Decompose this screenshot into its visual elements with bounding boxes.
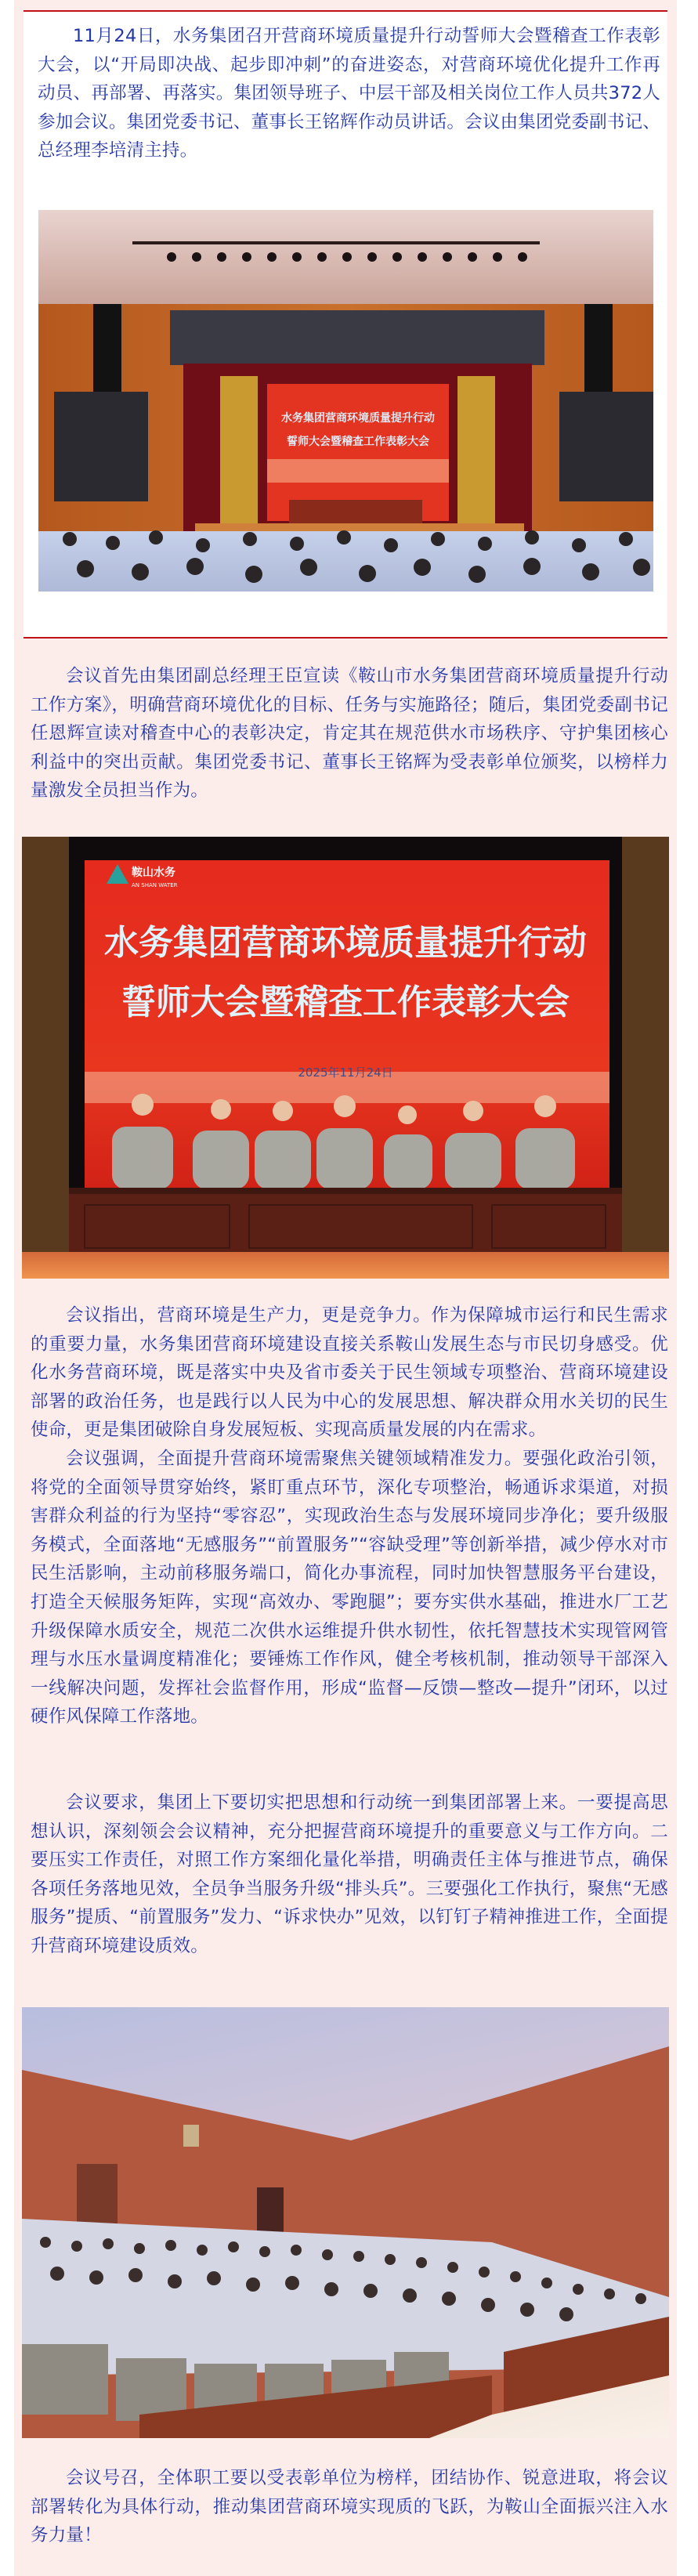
- banner-line1: 水务集团营商环境质量提升行动: [104, 923, 587, 963]
- paragraph-call-to-action: 会议号召，全体职工要以受表彰单位为榜样，团结协作、锐意进取，将会议部署转化为具体行动，推动集团营商环境实现质的飞跃，为鞍山全面振兴注入水务力量！: [31, 2468, 668, 2546]
- logo-cn: 鞍山水务: [132, 867, 175, 879]
- banner-line2: 誓师大会暨稽查工作表彰大会: [121, 982, 570, 1022]
- banner-date: 2025年11月24日: [298, 1065, 393, 1080]
- banner-line2: 誓师大会暨稽查工作表彰大会: [287, 436, 429, 448]
- logo-en: AN SHAN WATER: [132, 882, 178, 888]
- presidium-stage-photo: [22, 837, 669, 1279]
- paragraph-commendation: 会议首先由集团副总经理王臣宣读《鞍山市水务集团营商环境质量提升行动工作方案》，明确营商环境优化的目标、任务与实施路径；随后，集团党委副书记任恩辉宣读对稽查中心的表彰决定，肯定其在规范供水市场秩序、守护集团核心利益中的突出贡献。集团党委书记、董事长王铭辉为受表彰单位颁奖，以榜样力量激发全员担当作为。: [31, 666, 668, 801]
- paragraph-requirements: 会议要求，集团上下要切实把思想和行动统一到集团部署上来。一要提高思想认识，深刻领会会议精神，充分把握营商环境提升的重要意义与工作方向。二要压实工作责任，对照工作方案细化量化举措，明确责任主体与推进节点，确保各项任务落地见效，全员争当服务升级“排头兵”。三要强化工作执行，聚焦“无感服务”提质、“前置服务”发力、“诉求快办”见效，以钉钉子精神推进工作，全面提升营商环境建设质效。: [31, 1793, 668, 1956]
- paragraph-intro: 11月24日，水务集团召开营商环境质量提升行动誓师大会暨稽查工作表彰大会，以“开局即决战、起步即冲刺”的奋进姿态，对营商环境优化提升工作再动员、再部署、再落实。集团领导班子、中层干部及相关岗位工作人员共372人参加会议。集团党委书记、董事长王铭辉作动员讲话。会议由集团党委副书记、总经理李培清主持。: [38, 26, 660, 161]
- paragraph-significance: 会议指出，营商环境是生产力，更是竞争力。作为保障城市运行和民生需求的重要力量，水务集团营商环境建设直接关系鞍山发展生态与市民切身感受。优化水务营商环境，既是落实中央及省市委关于民生领域专项整治、营商环境建设部署的政治任务，也是践行以人民为中心的发展思想、解决群众用水关切的民生使命，更是集团破除自身发展短板、实现高质量发展的内在需求。: [31, 1305, 668, 1441]
- banner-line1: 水务集团营商环境质量提升行动: [281, 412, 435, 425]
- auditorium-wide-photo: [38, 210, 653, 592]
- audience-seating-photo: [22, 2007, 669, 2438]
- red-divider: [24, 637, 667, 639]
- paragraph-emphasis: 会议强调，全面提升营商环境需聚焦关键领域精准发力。要强化政治引领，将党的全面领导贯穿始终，紧盯重点环节，深化专项整治，畅通诉求渠道，对损害群众利益的行为坚持“零容忍”，实现政治生态与发展环境同步净化；要升级服务模式，全面落地“无感服务”“前置服务”“容缺受理”等创新举措，减少停水对市民生活影响，主动前移服务端口，简化办事流程，同时加快智慧服务平台建设，打造全天候服务矩阵，实现“高效办、零跑腿”；要夯实供水基础，推进水厂工艺升级保障水质安全，规范二次供水运维提升供水韧性，依托智慧技术实现管网管理与水压水量调度精准化；要锤炼工作作风，健全考核机制，推动领导干部深入一线解决问题，发挥社会监督作用，形成“监督—反馈—整改—提升”闭环，以过硬作风保障工作落地。: [31, 1449, 668, 1728]
